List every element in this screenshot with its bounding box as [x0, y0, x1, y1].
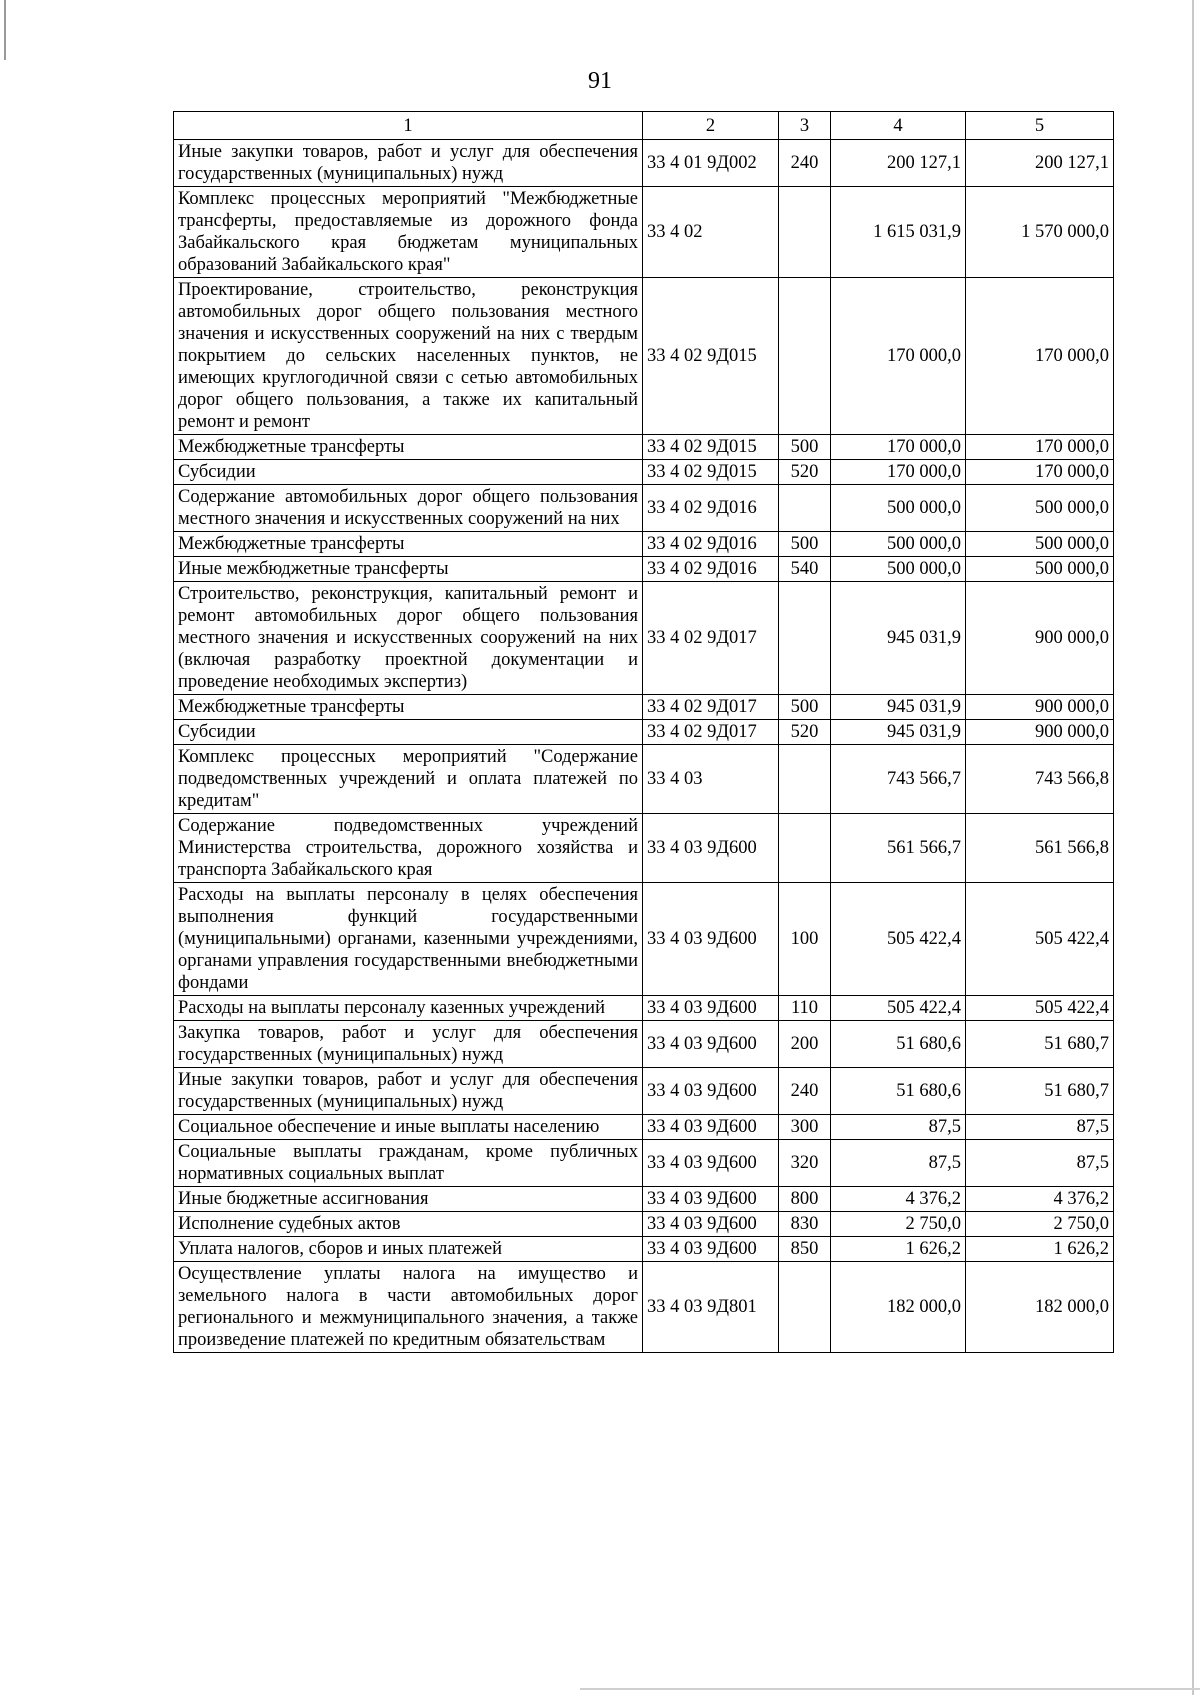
amount-col4-cell: 182 000,0	[831, 1262, 966, 1353]
expense-type-code-cell: 540	[779, 557, 831, 582]
expense-name-cell: Проектирование, строительство, реконструкция автомобильных дорог общего пользования местного значения и искусственных сооружений на них с твердым покрытием до сельских населенных пунктов, не имеющих круглогодичной связи с сетью автомобильных дорог общего пользования, а также их капитальный ремонт и ремонт	[174, 278, 643, 435]
amount-col4-cell: 170 000,0	[831, 278, 966, 435]
amount-col5-cell: 900 000,0	[966, 695, 1114, 720]
expense-name-cell: Межбюджетные трансферты	[174, 695, 643, 720]
table-row	[174, 1237, 1114, 1262]
expense-type-code-cell	[779, 814, 831, 883]
expense-type-code-cell	[779, 745, 831, 814]
amount-col4-cell: 561 566,7	[831, 814, 966, 883]
expense-name-cell: Иные межбюджетные трансферты	[174, 557, 643, 582]
table-row	[174, 278, 1114, 435]
amount-col4-cell: 4 376,2	[831, 1187, 966, 1212]
expense-type-code-cell	[779, 582, 831, 695]
header-col-2: 2	[643, 112, 779, 140]
expense-type-code-cell: 500	[779, 532, 831, 557]
target-article-code-cell: 33 4 01 9Д002	[643, 140, 779, 187]
amount-col4-cell: 51 680,6	[831, 1068, 966, 1115]
table-row	[174, 1212, 1114, 1237]
target-article-code-cell: 33 4 03 9Д600	[643, 883, 779, 996]
amount-col5-cell: 170 000,0	[966, 435, 1114, 460]
amount-col5-cell: 200 127,1	[966, 140, 1114, 187]
target-article-code-cell: 33 4 03 9Д600	[643, 1068, 779, 1115]
expense-type-code-cell: 240	[779, 140, 831, 187]
amount-col4-cell: 1 626,2	[831, 1237, 966, 1262]
amount-col4-cell: 500 000,0	[831, 485, 966, 532]
table-row	[174, 996, 1114, 1021]
table-row	[174, 1021, 1114, 1068]
target-article-code-cell: 33 4 03 9Д600	[643, 1021, 779, 1068]
amount-col5-cell: 51 680,7	[966, 1021, 1114, 1068]
amount-col5-cell: 87,5	[966, 1140, 1114, 1187]
expense-name-cell: Строительство, реконструкция, капитальный ремонт и ремонт автомобильных дорог общего пользования местного значения и искусственных сооружений на них (включая разработку проектной документации и проведение необходимых экспертиз)	[174, 582, 643, 695]
table-row	[174, 695, 1114, 720]
budget-table	[173, 111, 1114, 1353]
expense-name-cell: Иные закупки товаров, работ и услуг для обеспечения государственных (муниципальных) нужд	[174, 140, 643, 187]
amount-col5-cell: 561 566,8	[966, 814, 1114, 883]
expense-name-cell: Расходы на выплаты персоналу в целях обеспечения выполнения функций государственными (муниципальными) органами, казенными учреждениями, органами управления государственными внебюджетными фондами	[174, 883, 643, 996]
amount-col4-cell: 945 031,9	[831, 695, 966, 720]
amount-col4-cell: 505 422,4	[831, 883, 966, 996]
expense-name-cell: Социальное обеспечение и иные выплаты населению	[174, 1115, 643, 1140]
target-article-code-cell: 33 4 03 9Д600	[643, 1212, 779, 1237]
table-row	[174, 557, 1114, 582]
expense-type-code-cell: 300	[779, 1115, 831, 1140]
target-article-code-cell: 33 4 02 9Д017	[643, 720, 779, 745]
table-row	[174, 1187, 1114, 1212]
expense-type-code-cell	[779, 187, 831, 278]
table-row	[174, 883, 1114, 996]
amount-col4-cell: 87,5	[831, 1115, 966, 1140]
table-row	[174, 140, 1114, 187]
amount-col4-cell: 743 566,7	[831, 745, 966, 814]
amount-col5-cell: 743 566,8	[966, 745, 1114, 814]
table-row	[174, 745, 1114, 814]
amount-col5-cell: 505 422,4	[966, 996, 1114, 1021]
amount-col4-cell: 200 127,1	[831, 140, 966, 187]
amount-col5-cell: 900 000,0	[966, 582, 1114, 695]
amount-col5-cell: 51 680,7	[966, 1068, 1114, 1115]
expense-type-code-cell	[779, 485, 831, 532]
expense-name-cell: Содержание подведомственных учреждений Министерства строительства, дорожного хозяйства и транспорта Забайкальского края	[174, 814, 643, 883]
target-article-code-cell: 33 4 02 9Д016	[643, 532, 779, 557]
expense-name-cell: Социальные выплаты гражданам, кроме публичных нормативных социальных выплат	[174, 1140, 643, 1187]
expense-name-cell: Иные закупки товаров, работ и услуг для обеспечения государственных (муниципальных) нужд	[174, 1068, 643, 1115]
budget-table-body	[174, 112, 1114, 1353]
amount-col5-cell: 1 626,2	[966, 1237, 1114, 1262]
expense-name-cell: Комплекс процессных мероприятий "Содержание подведомственных учреждений и оплата платежей по кредитам"	[174, 745, 643, 814]
expense-type-code-cell: 500	[779, 435, 831, 460]
table-row	[174, 532, 1114, 557]
expense-type-code-cell: 240	[779, 1068, 831, 1115]
target-article-code-cell: 33 4 02 9Д015	[643, 278, 779, 435]
amount-col4-cell: 945 031,9	[831, 582, 966, 695]
expense-name-cell: Субсидии	[174, 720, 643, 745]
table-row	[174, 1068, 1114, 1115]
table-row	[174, 1115, 1114, 1140]
amount-col5-cell: 900 000,0	[966, 720, 1114, 745]
amount-col5-cell: 505 422,4	[966, 883, 1114, 996]
amount-col5-cell: 182 000,0	[966, 1262, 1114, 1353]
table-row	[174, 1140, 1114, 1187]
expense-type-code-cell: 320	[779, 1140, 831, 1187]
amount-col5-cell: 500 000,0	[966, 485, 1114, 532]
header-col-5: 5	[966, 112, 1114, 140]
target-article-code-cell: 33 4 02	[643, 187, 779, 278]
expense-name-cell: Содержание автомобильных дорог общего пользования местного значения и искусственных сооружений на них	[174, 485, 643, 532]
amount-col5-cell: 2 750,0	[966, 1212, 1114, 1237]
target-article-code-cell: 33 4 02 9Д017	[643, 695, 779, 720]
expense-name-cell: Межбюджетные трансферты	[174, 435, 643, 460]
amount-col5-cell: 1 570 000,0	[966, 187, 1114, 278]
expense-name-cell: Исполнение судебных актов	[174, 1212, 643, 1237]
amount-col4-cell: 500 000,0	[831, 557, 966, 582]
expense-type-code-cell: 200	[779, 1021, 831, 1068]
expense-name-cell: Осуществление уплаты налога на имущество и земельного налога в части автомобильных дорог регионального и межмуниципального значения, а также произведение платежей по кредитным обязательствам	[174, 1262, 643, 1353]
table-row	[174, 720, 1114, 745]
expense-name-cell: Субсидии	[174, 460, 643, 485]
table-row	[174, 814, 1114, 883]
amount-col5-cell: 4 376,2	[966, 1187, 1114, 1212]
amount-col5-cell: 87,5	[966, 1115, 1114, 1140]
target-article-code-cell: 33 4 02 9Д016	[643, 557, 779, 582]
target-article-code-cell: 33 4 03 9Д801	[643, 1262, 779, 1353]
target-article-code-cell: 33 4 02 9Д015	[643, 435, 779, 460]
expense-name-cell: Иные бюджетные ассигнования	[174, 1187, 643, 1212]
header-col-1: 1	[174, 112, 643, 140]
amount-col4-cell: 2 750,0	[831, 1212, 966, 1237]
target-article-code-cell: 33 4 02 9Д017	[643, 582, 779, 695]
target-article-code-cell: 33 4 03 9Д600	[643, 996, 779, 1021]
header-row	[174, 112, 1114, 140]
scan-edge-right	[1192, 0, 1194, 1695]
table-row	[174, 582, 1114, 695]
expense-name-cell: Комплекс процессных мероприятий "Межбюджетные трансферты, предоставляемые из дорожного фонда Забайкальского края бюджетам муниципальных образований Забайкальского края"	[174, 187, 643, 278]
expense-type-code-cell: 520	[779, 460, 831, 485]
page-number: 91	[588, 68, 612, 94]
table-row	[174, 460, 1114, 485]
scan-bottom-edge	[580, 1688, 1200, 1690]
expense-type-code-cell: 520	[779, 720, 831, 745]
expense-type-code-cell: 800	[779, 1187, 831, 1212]
target-article-code-cell: 33 4 03 9Д600	[643, 1115, 779, 1140]
expense-name-cell: Межбюджетные трансферты	[174, 532, 643, 557]
amount-col4-cell: 505 422,4	[831, 996, 966, 1021]
scan-edge-left	[4, 0, 6, 60]
amount-col4-cell: 51 680,6	[831, 1021, 966, 1068]
amount-col4-cell: 87,5	[831, 1140, 966, 1187]
table-row	[174, 187, 1114, 278]
table-row	[174, 485, 1114, 532]
target-article-code-cell: 33 4 03 9Д600	[643, 1140, 779, 1187]
expense-type-code-cell	[779, 278, 831, 435]
expense-type-code-cell: 100	[779, 883, 831, 996]
target-article-code-cell: 33 4 03 9Д600	[643, 1187, 779, 1212]
header-col-4: 4	[831, 112, 966, 140]
target-article-code-cell: 33 4 03	[643, 745, 779, 814]
table-row	[174, 435, 1114, 460]
expense-type-code-cell: 500	[779, 695, 831, 720]
target-article-code-cell: 33 4 03 9Д600	[643, 814, 779, 883]
target-article-code-cell: 33 4 02 9Д016	[643, 485, 779, 532]
expense-type-code-cell	[779, 1262, 831, 1353]
amount-col4-cell: 500 000,0	[831, 532, 966, 557]
expense-type-code-cell: 110	[779, 996, 831, 1021]
expense-name-cell: Закупка товаров, работ и услуг для обеспечения государственных (муниципальных) нужд	[174, 1021, 643, 1068]
table-row	[174, 1262, 1114, 1353]
expense-type-code-cell: 850	[779, 1237, 831, 1262]
amount-col5-cell: 500 000,0	[966, 557, 1114, 582]
expense-type-code-cell: 830	[779, 1212, 831, 1237]
expense-name-cell: Расходы на выплаты персоналу казенных учреждений	[174, 996, 643, 1021]
amount-col4-cell: 170 000,0	[831, 435, 966, 460]
amount-col4-cell: 1 615 031,9	[831, 187, 966, 278]
target-article-code-cell: 33 4 03 9Д600	[643, 1237, 779, 1262]
amount-col5-cell: 170 000,0	[966, 460, 1114, 485]
amount-col5-cell: 500 000,0	[966, 532, 1114, 557]
header-col-3: 3	[779, 112, 831, 140]
expense-name-cell: Уплата налогов, сборов и иных платежей	[174, 1237, 643, 1262]
amount-col4-cell: 170 000,0	[831, 460, 966, 485]
amount-col4-cell: 945 031,9	[831, 720, 966, 745]
amount-col5-cell: 170 000,0	[966, 278, 1114, 435]
target-article-code-cell: 33 4 02 9Д015	[643, 460, 779, 485]
